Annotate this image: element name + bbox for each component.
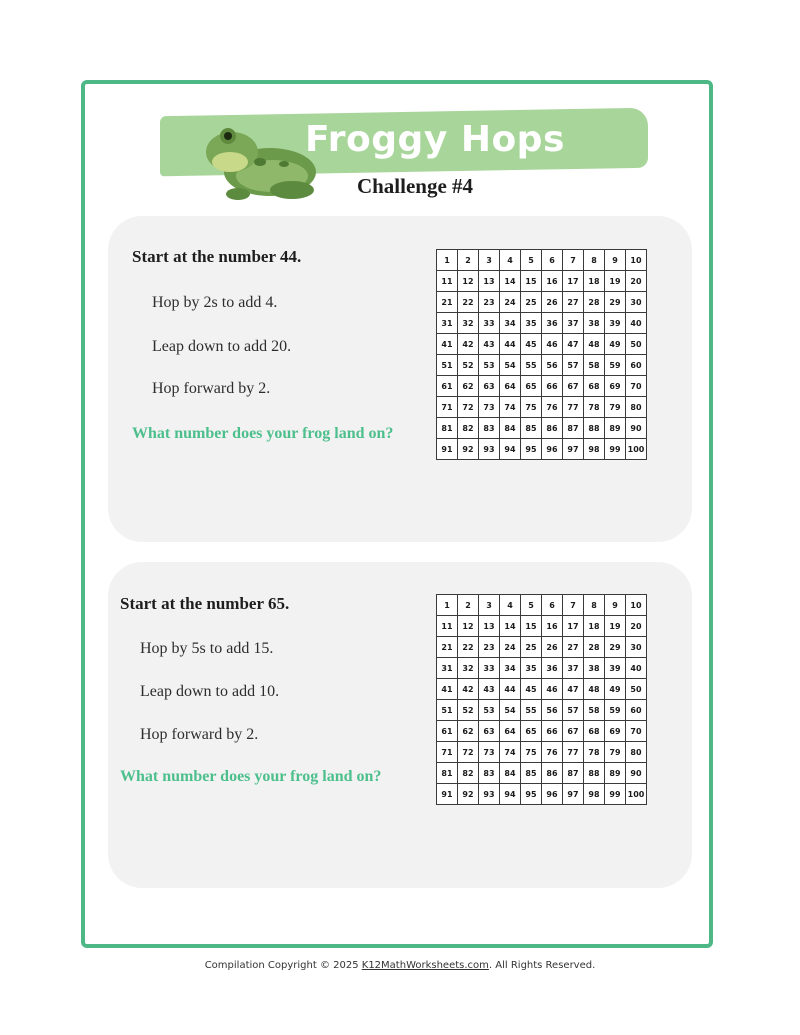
chart-cell: 22	[458, 637, 479, 658]
chart-cell: 59	[605, 355, 626, 376]
chart-cell: 27	[563, 292, 584, 313]
chart-cell: 50	[626, 679, 647, 700]
chart-cell: 32	[458, 658, 479, 679]
chart-cell: 48	[584, 679, 605, 700]
chart-cell: 11	[437, 616, 458, 637]
chart-cell: 91	[437, 784, 458, 805]
chart-cell: 90	[626, 418, 647, 439]
chart-cell: 23	[479, 292, 500, 313]
chart-cell: 7	[563, 595, 584, 616]
chart-cell: 9	[605, 250, 626, 271]
chart-cell: 97	[563, 784, 584, 805]
chart-cell: 91	[437, 439, 458, 460]
chart-cell: 44	[500, 679, 521, 700]
chart-cell: 53	[479, 700, 500, 721]
chart-cell: 82	[458, 763, 479, 784]
chart-cell: 23	[479, 637, 500, 658]
chart-cell: 14	[500, 616, 521, 637]
chart-cell: 20	[626, 271, 647, 292]
problem-1-step-3: Hop forward by 2.	[152, 380, 271, 397]
problem-1-start: Start at the number 44.	[132, 247, 302, 266]
chart-cell: 2	[458, 250, 479, 271]
chart-cell: 71	[437, 742, 458, 763]
chart-cell: 51	[437, 700, 458, 721]
chart-cell: 18	[584, 616, 605, 637]
chart-cell: 90	[626, 763, 647, 784]
chart-cell: 42	[458, 679, 479, 700]
frog-illustration	[200, 112, 320, 204]
chart-cell: 79	[605, 397, 626, 418]
chart-cell: 29	[605, 637, 626, 658]
chart-cell: 99	[605, 784, 626, 805]
chart-cell: 52	[458, 355, 479, 376]
chart-cell: 93	[479, 439, 500, 460]
chart-cell: 77	[563, 742, 584, 763]
chart-cell: 26	[542, 292, 563, 313]
chart-cell: 39	[605, 658, 626, 679]
chart-cell: 25	[521, 292, 542, 313]
problem-2-step-1: Hop by 5s to add 15.	[140, 640, 274, 657]
chart-cell: 89	[605, 763, 626, 784]
chart-cell: 67	[563, 721, 584, 742]
chart-cell: 24	[500, 292, 521, 313]
chart-cell: 17	[563, 616, 584, 637]
chart-cell: 76	[542, 742, 563, 763]
chart-row	[437, 397, 647, 418]
chart-cell: 85	[521, 763, 542, 784]
problem-1-step-2: Leap down to add 20.	[152, 338, 292, 355]
chart-cell: 96	[542, 439, 563, 460]
chart-cell: 46	[542, 679, 563, 700]
chart-cell: 45	[521, 334, 542, 355]
problem-2-question: What number does your frog land on?	[120, 768, 382, 785]
chart-row	[437, 658, 647, 679]
chart-row	[437, 679, 647, 700]
chart-cell: 87	[563, 763, 584, 784]
chart-cell: 46	[542, 334, 563, 355]
chart-cell: 72	[458, 397, 479, 418]
chart-cell: 33	[479, 658, 500, 679]
chart-row	[437, 700, 647, 721]
chart-cell: 57	[563, 355, 584, 376]
chart-cell: 4	[500, 595, 521, 616]
chart-cell: 80	[626, 397, 647, 418]
chart-cell: 88	[584, 418, 605, 439]
chart-cell: 61	[437, 376, 458, 397]
chart-cell: 82	[458, 418, 479, 439]
chart-cell: 95	[521, 439, 542, 460]
chart-cell: 38	[584, 658, 605, 679]
chart-cell: 73	[479, 742, 500, 763]
chart-cell: 74	[500, 397, 521, 418]
chart-cell: 43	[479, 679, 500, 700]
copyright-footer	[0, 960, 800, 971]
chart-cell: 86	[542, 763, 563, 784]
chart-cell: 35	[521, 658, 542, 679]
chart-cell: 30	[626, 637, 647, 658]
chart-cell: 5	[521, 250, 542, 271]
chart-cell: 67	[563, 376, 584, 397]
chart-cell: 12	[458, 616, 479, 637]
chart-cell: 55	[521, 700, 542, 721]
chart-cell: 99	[605, 439, 626, 460]
chart-cell: 68	[584, 721, 605, 742]
chart-cell: 30	[626, 292, 647, 313]
chart-row	[437, 376, 647, 397]
chart-cell: 49	[605, 679, 626, 700]
chart-cell: 65	[521, 721, 542, 742]
footer-suffix: . All Rights Reserved.	[488, 960, 596, 971]
chart-cell: 28	[584, 292, 605, 313]
chart-cell: 59	[605, 700, 626, 721]
chart-cell: 17	[563, 271, 584, 292]
chart-cell: 87	[563, 418, 584, 439]
problem-1-question: What number does your frog land on?	[132, 425, 394, 442]
chart-row	[437, 763, 647, 784]
chart-cell: 36	[542, 313, 563, 334]
chart-cell: 34	[500, 313, 521, 334]
chart-cell: 79	[605, 742, 626, 763]
chart-cell: 16	[542, 616, 563, 637]
chart-cell: 98	[584, 439, 605, 460]
chart-cell: 10	[626, 595, 647, 616]
chart-cell: 12	[458, 271, 479, 292]
chart-cell: 44	[500, 334, 521, 355]
chart-row	[437, 292, 647, 313]
chart-cell: 3	[479, 250, 500, 271]
chart-cell: 1	[437, 595, 458, 616]
chart-cell: 15	[521, 271, 542, 292]
chart-cell: 24	[500, 637, 521, 658]
chart-cell: 77	[563, 397, 584, 418]
chart-cell: 37	[563, 313, 584, 334]
chart-cell: 11	[437, 271, 458, 292]
chart-cell: 56	[542, 355, 563, 376]
chart-cell: 65	[521, 376, 542, 397]
chart-cell: 10	[626, 250, 647, 271]
chart-cell: 50	[626, 334, 647, 355]
chart-cell: 1	[437, 250, 458, 271]
chart-cell: 60	[626, 700, 647, 721]
chart-cell: 25	[521, 637, 542, 658]
chart-cell: 13	[479, 616, 500, 637]
chart-cell: 64	[500, 376, 521, 397]
chart-cell: 28	[584, 637, 605, 658]
chart-cell: 98	[584, 784, 605, 805]
chart-cell: 45	[521, 679, 542, 700]
chart-cell: 75	[521, 397, 542, 418]
chart-cell: 66	[542, 721, 563, 742]
chart-cell: 83	[479, 418, 500, 439]
chart-cell: 35	[521, 313, 542, 334]
chart-cell: 19	[605, 616, 626, 637]
chart-cell: 2	[458, 595, 479, 616]
chart-cell: 8	[584, 595, 605, 616]
chart-cell: 26	[542, 637, 563, 658]
chart-cell: 49	[605, 334, 626, 355]
chart-cell: 47	[563, 334, 584, 355]
chart-cell: 63	[479, 721, 500, 742]
chart-cell: 100	[626, 784, 647, 805]
chart-row	[437, 313, 647, 334]
chart-cell: 32	[458, 313, 479, 334]
chart-cell: 20	[626, 616, 647, 637]
chart-cell: 54	[500, 700, 521, 721]
chart-cell: 94	[500, 439, 521, 460]
chart-row	[437, 439, 647, 460]
chart-cell: 85	[521, 418, 542, 439]
chart-cell: 36	[542, 658, 563, 679]
chart-cell: 70	[626, 721, 647, 742]
chart-cell: 96	[542, 784, 563, 805]
problem-2-step-2: Leap down to add 10.	[140, 683, 280, 700]
chart-cell: 89	[605, 418, 626, 439]
chart-cell: 88	[584, 763, 605, 784]
chart-cell: 18	[584, 271, 605, 292]
chart-row	[437, 334, 647, 355]
chart-cell: 61	[437, 721, 458, 742]
chart-cell: 21	[437, 637, 458, 658]
chart-cell: 8	[584, 250, 605, 271]
chart-cell: 70	[626, 376, 647, 397]
chart-cell: 40	[626, 658, 647, 679]
chart-cell: 42	[458, 334, 479, 355]
chart-cell: 52	[458, 700, 479, 721]
chart-row	[437, 250, 647, 271]
chart-cell: 54	[500, 355, 521, 376]
chart-cell: 51	[437, 355, 458, 376]
chart-row	[437, 616, 647, 637]
chart-cell: 78	[584, 742, 605, 763]
chart-cell: 68	[584, 376, 605, 397]
chart-cell: 71	[437, 397, 458, 418]
chart-cell: 78	[584, 397, 605, 418]
chart-cell: 76	[542, 397, 563, 418]
chart-row	[437, 595, 647, 616]
chart-cell: 83	[479, 763, 500, 784]
chart-cell: 97	[563, 439, 584, 460]
problem-1-step-1: Hop by 2s to add 4.	[152, 294, 278, 311]
chart-cell: 6	[542, 250, 563, 271]
chart-cell: 31	[437, 313, 458, 334]
chart-cell: 15	[521, 616, 542, 637]
chart-row	[437, 418, 647, 439]
problem-2-start: Start at the number 65.	[120, 594, 290, 613]
chart-cell: 92	[458, 784, 479, 805]
chart-cell: 9	[605, 595, 626, 616]
chart-cell: 58	[584, 355, 605, 376]
chart-cell: 27	[563, 637, 584, 658]
chart-cell: 58	[584, 700, 605, 721]
chart-cell: 92	[458, 439, 479, 460]
chart-row	[437, 742, 647, 763]
chart-cell: 60	[626, 355, 647, 376]
chart-row	[437, 721, 647, 742]
chart-cell: 69	[605, 376, 626, 397]
chart-row	[437, 784, 647, 805]
chart-cell: 38	[584, 313, 605, 334]
chart-cell: 39	[605, 313, 626, 334]
chart-cell: 48	[584, 334, 605, 355]
chart-cell: 81	[437, 763, 458, 784]
chart-cell: 86	[542, 418, 563, 439]
chart-cell: 55	[521, 355, 542, 376]
chart-cell: 53	[479, 355, 500, 376]
chart-cell: 95	[521, 784, 542, 805]
footer-prefix: Compilation Copyright © 2025	[204, 960, 362, 971]
chart-cell: 47	[563, 679, 584, 700]
chart-cell: 34	[500, 658, 521, 679]
chart-cell: 40	[626, 313, 647, 334]
chart-cell: 14	[500, 271, 521, 292]
chart-cell: 43	[479, 334, 500, 355]
chart-row	[437, 355, 647, 376]
page-title: Froggy Hops	[305, 119, 565, 160]
chart-cell: 19	[605, 271, 626, 292]
footer-link[interactable]: K12MathWorksheets.com	[361, 960, 489, 971]
chart-cell: 80	[626, 742, 647, 763]
chart-cell: 84	[500, 418, 521, 439]
chart-cell: 7	[563, 250, 584, 271]
chart-cell: 66	[542, 376, 563, 397]
chart-cell: 100	[626, 439, 647, 460]
problem-2-step-3: Hop forward by 2.	[140, 726, 259, 743]
chart-cell: 81	[437, 418, 458, 439]
chart-cell: 41	[437, 334, 458, 355]
chart-cell: 75	[521, 742, 542, 763]
chart-cell: 37	[563, 658, 584, 679]
chart-cell: 41	[437, 679, 458, 700]
chart-cell: 57	[563, 700, 584, 721]
chart-cell: 94	[500, 784, 521, 805]
chart-cell: 16	[542, 271, 563, 292]
chart-cell: 4	[500, 250, 521, 271]
chart-cell: 22	[458, 292, 479, 313]
chart-cell: 5	[521, 595, 542, 616]
chart-cell: 3	[479, 595, 500, 616]
chart-cell: 62	[458, 721, 479, 742]
chart-cell: 6	[542, 595, 563, 616]
chart-cell: 33	[479, 313, 500, 334]
chart-cell: 93	[479, 784, 500, 805]
chart-cell: 72	[458, 742, 479, 763]
chart-row	[437, 637, 647, 658]
chart-cell: 63	[479, 376, 500, 397]
chart-cell: 62	[458, 376, 479, 397]
chart-cell: 64	[500, 721, 521, 742]
chart-cell: 31	[437, 658, 458, 679]
chart-cell: 69	[605, 721, 626, 742]
chart-cell: 56	[542, 700, 563, 721]
chart-cell: 29	[605, 292, 626, 313]
chart-cell: 73	[479, 397, 500, 418]
hundreds-chart-1	[436, 249, 647, 460]
chart-cell: 84	[500, 763, 521, 784]
chart-cell: 13	[479, 271, 500, 292]
hundreds-chart-2	[436, 594, 647, 805]
chart-cell: 74	[500, 742, 521, 763]
chart-row	[437, 271, 647, 292]
challenge-subtitle: Challenge #4	[356, 174, 474, 198]
chart-cell: 21	[437, 292, 458, 313]
